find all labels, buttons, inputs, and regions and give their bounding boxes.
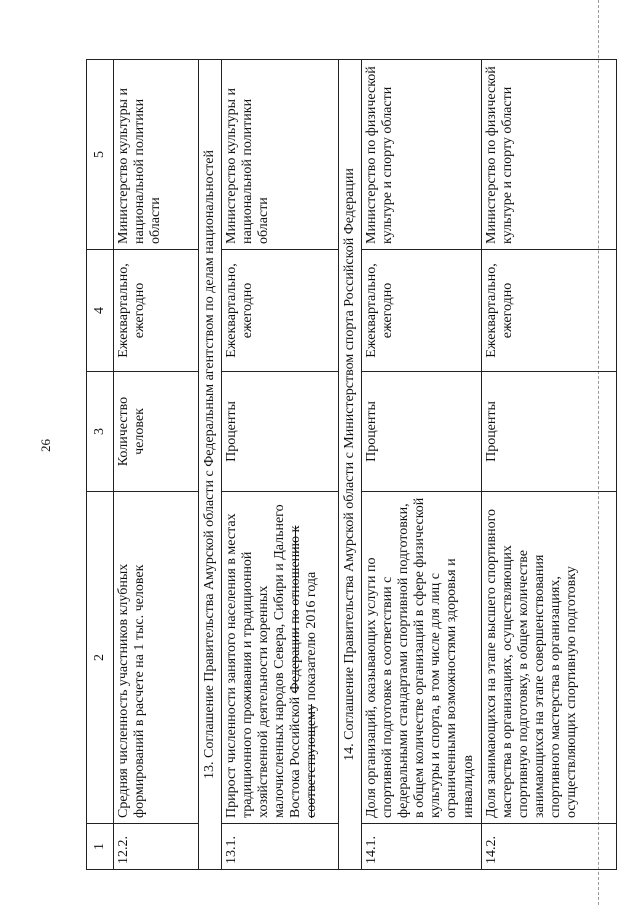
responsible-cell: Министерство культуры и национальной политики области: [114, 60, 199, 250]
table-header-row: [87, 60, 114, 870]
column-header: 3: [87, 372, 114, 492]
section-title-row: [339, 60, 362, 870]
indicator-cell: Доля организаций, оказывающих услуги по спортивной подготовке в соответствии с федеральными стандартами спортивной подготовки, в общем количестве организаций в сфере физической культуры и спорта, в том числе для лиц с ограниченными возможностями здоровья и инвалидов: [362, 492, 482, 824]
indicator-cell: [222, 492, 339, 824]
indicator-cell: Средняя численность участников клубных формирований в расчете на 1 тыс. человек: [114, 492, 199, 824]
column-header: 5: [87, 60, 114, 250]
row-number: 14.1.: [362, 824, 482, 870]
indicators-table: [86, 59, 617, 870]
unit-cell: Проценты: [362, 372, 482, 492]
unit-cell: Проценты: [222, 372, 339, 492]
section-title-row: [199, 60, 222, 870]
period-cell: Ежеквартально, ежегодно: [222, 250, 339, 372]
column-header: 2: [87, 492, 114, 824]
indicator-cell: Доля занимающихся на этапе высшего спортивного мастерства в организациях, осуществляющих спортивную подготовку, в общем количестве занимающихся на этапе совершенствования спортивного мастерства в организациях, осуществляющих спортивную подготовку: [482, 492, 617, 824]
column-header: 1: [87, 824, 114, 870]
indicator-text: Прирост численности занятого населения в местах традиционного проживания и традиционной хозяйственной деятельности коренных малочисленных народов Севера, Сибири и Дальнего Востока Российской: [224, 504, 304, 818]
table-row: [114, 60, 199, 870]
unit-cell: Количество человек: [114, 372, 199, 492]
responsible-cell: Министерство по физической культуре и спорту области: [482, 60, 617, 250]
responsible-cell: Министерство по физической культуре и спорту области: [362, 60, 482, 250]
rotated-table-wrapper: [86, 60, 592, 870]
row-number: 14.2.: [482, 824, 617, 870]
section-title: 13. Соглашение Правительства Амурской области с Федеральным агентством по делам национальностей: [199, 60, 222, 870]
page-number: 26: [38, 439, 53, 452]
table-row: [482, 60, 617, 870]
indicator-struck-text: Федерации по отношению к соответствующему: [288, 525, 320, 818]
period-cell: Ежеквартально, ежегодно: [362, 250, 482, 372]
period-cell: Ежеквартально, ежегодно: [482, 250, 617, 372]
section-title: 14. Соглашение Правительства Амурской области с Министерством спорта Российской Федерации: [339, 60, 362, 870]
indicator-tail-text: показателю 2016 года: [304, 571, 320, 701]
row-number: 13.1.: [222, 824, 339, 870]
table-row: [362, 60, 482, 870]
period-cell: Ежеквартально, ежегодно: [114, 250, 199, 372]
responsible-cell: Министерство культуры и национальной политики области: [222, 60, 339, 250]
table-row: [222, 60, 339, 870]
column-header: 4: [87, 250, 114, 372]
unit-cell: Проценты: [482, 372, 617, 492]
row-number: 12.2.: [114, 824, 199, 870]
